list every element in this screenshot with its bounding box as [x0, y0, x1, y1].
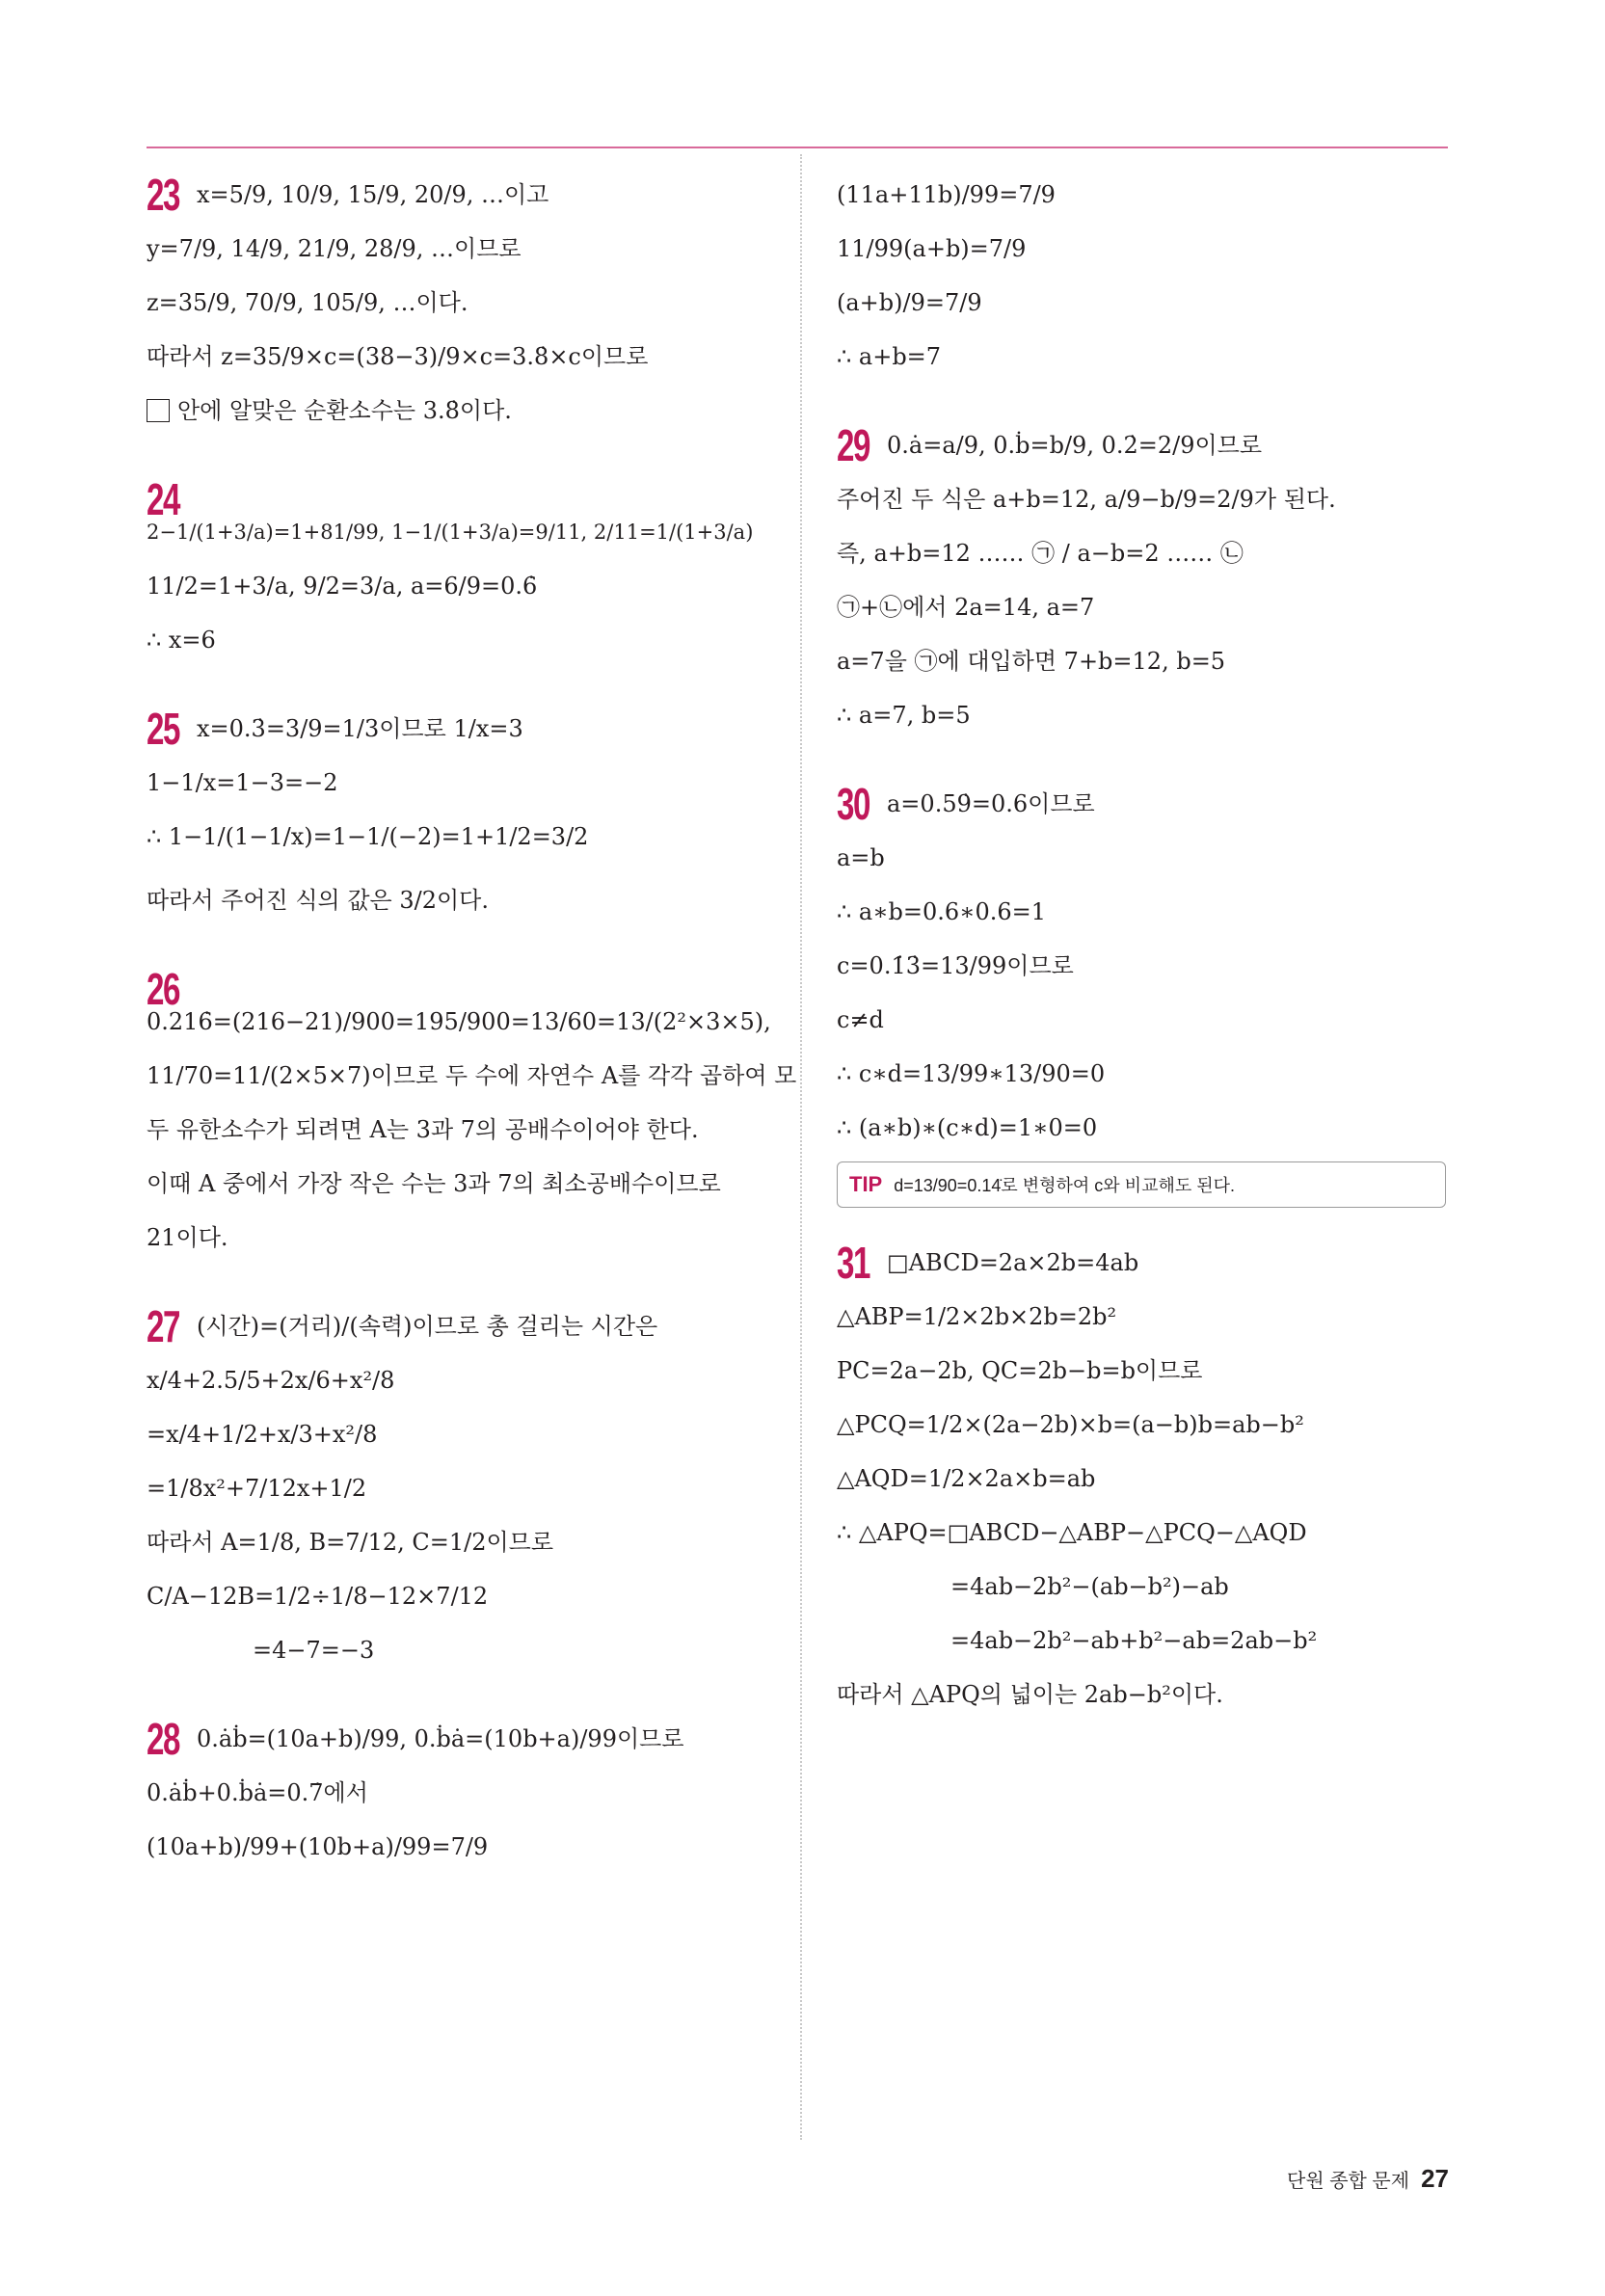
page-footer: [1287, 2164, 1449, 2194]
problem-29-line-5: a=7을 ㉠에 대입하면 7+b=12, b=5: [837, 648, 1226, 675]
problem-27-line-2: x/4+2.5/5+2x/6+x²/8: [147, 1367, 395, 1394]
problem-number: 23: [147, 170, 179, 220]
problem-23-line-4: 따라서 z=35/9×c=(38−3)/9×c=3.8̇×c이므로: [147, 343, 649, 370]
problem-27: [147, 1301, 773, 1667]
problem-23-line-3: z=35/9, 70/9, 105/9, …이다.: [147, 289, 468, 316]
problem-29: [837, 420, 1454, 732]
tip-text: d=13/90=0.14̇로 변형하여 c와 비교해도 된다.: [894, 1176, 1236, 1195]
problem-number: 25: [147, 704, 179, 754]
problem-29-line-4: ㉠+㉡에서 2a=14, a=7: [837, 594, 1095, 621]
header-rule: [147, 147, 1448, 148]
problem-28: [147, 1714, 773, 1863]
problem-30-line-6: ∴ c∗d=13/99∗13/90=0: [837, 1060, 1106, 1087]
problem-26: [147, 964, 797, 1254]
problem-23-line-2: y=7/9, 14/9, 21/9, 28/9, …이므로: [147, 235, 522, 262]
problem-27-line-6: C/A−12B=1/2÷1/8−12×7/12: [147, 1583, 489, 1610]
problem-28-continued: [837, 178, 1454, 373]
problem-25-line-4: 따라서 주어진 식의 값은 3/2이다.: [147, 887, 489, 914]
problem-27-line-1: (시간)=(거리)/(속력)이므로 총 걸리는 시간은: [197, 1313, 658, 1340]
problem-28-line-3: (10a+b)/99+(10b+a)/99=7/9: [147, 1833, 489, 1860]
problem-30-line-1: a=0.59̇=0.6이므로: [887, 790, 1095, 817]
problem-24-line-1: 2−1/(1+3/a)=1+81/99, 1−1/(1+3/a)=9/11, 2/11=1/(1+3/a): [147, 521, 754, 544]
problem-28-line-1: 0.ȧḃ=(10a+b)/99, 0.ḃȧ=(10b+a)/99이므로: [197, 1725, 684, 1752]
problem-25-line-3: ∴ 1−1/(1−1/x)=1−1/(−2)=1+1/2=3/2: [147, 823, 589, 850]
tip-box: [837, 1161, 1446, 1208]
problem-25-line-1: x=0.3̇=3/9=1/3이므로 1/x=3: [197, 715, 523, 742]
problem-31: [837, 1238, 1454, 1711]
problem-number: 27: [147, 1301, 179, 1351]
problem-29-line-3: 즉, a+b=12 …… ㉠ / a−b=2 …… ㉡: [837, 540, 1244, 567]
problem-25: [147, 704, 773, 917]
problem-30-line-7: ∴ (a∗b)∗(c∗d)=1∗0=0: [837, 1114, 1098, 1141]
problem-28-line-4: (11a+11b)/99=7/9: [837, 181, 1056, 208]
problem-30-line-3: ∴ a∗b=0.6∗0.6=1: [837, 898, 1047, 925]
problem-24: [147, 474, 773, 656]
problem-27-line-5: 따라서 A=1/8, B=7/12, C=1/2이므로: [147, 1529, 554, 1556]
problem-26-line-3: 두 유한소수가 되려면 A는 3과 7의 공배수이어야 한다.: [147, 1116, 699, 1143]
problem-28-line-7: ∴ a+b=7: [837, 343, 942, 370]
problem-28-line-6: (a+b)/9=7/9: [837, 289, 982, 316]
problem-29-line-2: 주어진 두 식은 a+b=12, a/9−b/9=2/9가 된다.: [837, 486, 1336, 513]
right-column: [837, 178, 1454, 1767]
problem-28-line-5: 11/99(a+b)=7/9: [837, 235, 1027, 262]
problem-number: 29: [837, 420, 869, 470]
problem-25-line-2: 1−1/x=1−3=−2: [147, 769, 338, 796]
left-column: [147, 170, 797, 1919]
problem-27-line-3: =x/4+1/2+x/3+x²/8: [147, 1421, 378, 1448]
problem-30-line-2: a=b: [837, 844, 885, 871]
problem-number: 28: [147, 1714, 179, 1764]
problem-23-line-1: x=5/9, 10/9, 15/9, 20/9, …이고: [197, 181, 549, 208]
problem-26-line-1: 0.216̇=(216−21)/900=195/900=13/60=13/(2²×3×5),: [147, 1008, 771, 1035]
page-number: 27: [1421, 2164, 1449, 2193]
problem-30-line-4: c=0.1̇3̇=13/99이므로: [837, 952, 1074, 979]
problem-31-line-5: △AQD=1/2×2a×b=ab: [837, 1465, 1096, 1492]
problem-number: 26: [147, 964, 179, 1014]
tip-label: TIP: [849, 1172, 883, 1196]
problem-31-line-8: =4ab−2b²−ab+b²−ab=2ab−b²: [950, 1627, 1318, 1654]
problem-number: 30: [837, 779, 869, 829]
problem-31-line-2: △ABP=1/2×2b×2b=2b²: [837, 1303, 1117, 1330]
problem-31-line-7: =4ab−2b²−(ab−b²)−ab: [950, 1573, 1229, 1600]
problem-23: [147, 170, 773, 427]
problem-31-line-1: □ABCD=2a×2b=4ab: [887, 1249, 1139, 1276]
column-divider: [800, 154, 802, 2140]
blank-box-icon: [147, 399, 170, 422]
problem-29-line-6: ∴ a=7, b=5: [837, 702, 971, 729]
problem-24-line-3: ∴ x=6: [147, 627, 216, 654]
problem-29-line-1: 0.ȧ=a/9, 0.ḃ=b/9, 0.2̇=2/9이므로: [887, 432, 1263, 459]
problem-23-line-5: 안에 알맞은 순환소수는 3.8̇이다.: [177, 397, 512, 424]
problem-31-line-9: 따라서 △APQ의 넓이는 2ab−b²이다.: [837, 1681, 1223, 1708]
problem-27-line-7: =4−7=−3: [253, 1637, 375, 1664]
problem-31-line-3: PC=2a−2b, QC=2b−b=b이므로: [837, 1357, 1203, 1384]
problem-26-line-5: 21이다.: [147, 1224, 228, 1251]
problem-28-line-2: 0.ȧḃ+0.ḃȧ=0.7̇에서: [147, 1779, 368, 1806]
problem-number: 24: [147, 474, 179, 524]
problem-26-line-2: 11/70=11/(2×5×7)이므로 두 수에 자연수 A를 각각 곱하여 모: [147, 1062, 797, 1089]
problem-31-line-4: △PCQ=1/2×(2a−2b)×b=(a−b)b=ab−b²: [837, 1411, 1304, 1438]
problem-number: 31: [837, 1238, 869, 1288]
problem-27-line-4: =1/8x²+7/12x+1/2: [147, 1475, 367, 1502]
problem-31-line-6: ∴ △APQ=□ABCD−△ABP−△PCQ−△AQD: [837, 1519, 1307, 1546]
problem-26-line-4: 이때 A 중에서 가장 작은 수는 3과 7의 최소공배수이므로: [147, 1170, 721, 1197]
section-title: 단원 종합 문제: [1287, 2171, 1410, 2192]
problem-30: [837, 779, 1454, 1144]
problem-30-line-5: c≠d: [837, 1006, 884, 1033]
problem-24-line-2: 11/2=1+3/a, 9/2=3/a, a=6/9=0.6̇: [147, 573, 538, 600]
